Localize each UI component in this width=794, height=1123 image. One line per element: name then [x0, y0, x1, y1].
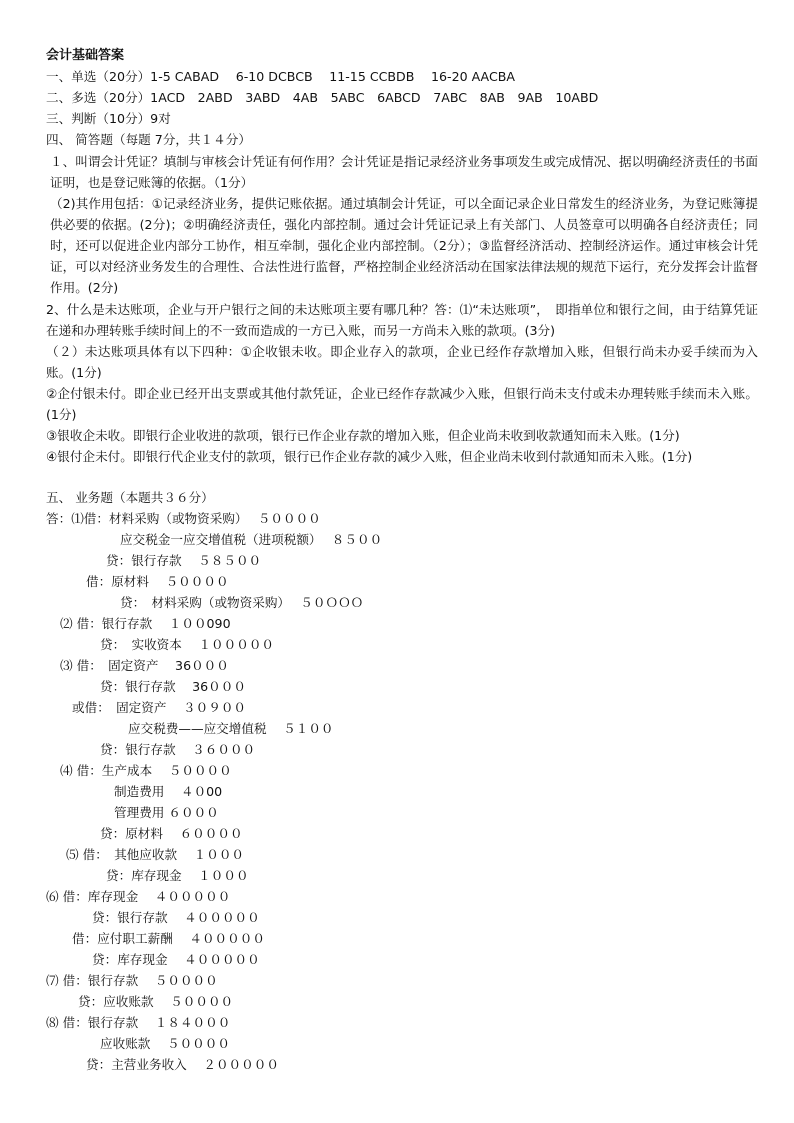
short-q1: １、叫谓会计凭证？填制与审核会计凭证有何作用？会计凭证是指记录经济业务事项发生或完成情况、据以明确经济责任的书面证明，也是登记账簿的依据。（1分） — [50, 154, 758, 190]
journal-line: 借：原材料 ５００００ — [86, 574, 229, 589]
short-q1-functions: （2)其作用包括：①记录经济业务，提供记账依据。通过填制会计凭证，可以全面记录企业日常发生的经济业务，为登记账簿提供必要的依据。(2分)；②明确经济责任，强化内部控制。通过会计凭证记录上有关部门、人员签章可以明确各自经济责任；同时，还可以促进企业内部分工协作，相互牵制，强化企业内部控制。（2分）；③监督经济活动、控制经济运作。通过审核会计凭证，可以对经济业务发生的合理性、合法性进行监督，严格控制企业经济活动在国家法律法规的规范下运行，充分发挥会计监督作用。(2分) — [50, 196, 758, 295]
single-choice-answers: 一、单选（20分）1-5 CABAD 6-10 DCBCB 11-15 CCBDB 16-20 AACBA — [46, 69, 516, 84]
short-q2-type3: ③银收企未收。即银行企业收进的款项，银行已作企业存款的增加入账，但企业尚未收到收款通知而未入账。(1分) — [46, 428, 680, 443]
journal-line: ⑹ 借：库存现金 ４０００００ — [46, 889, 231, 904]
journal-line: 贷： 材料采购（或物资采购） ５０ＯＯＯ — [120, 595, 364, 610]
business-heading: 五、 业务题（本题共３６分） — [46, 490, 214, 505]
journal-line: ⑺ 借：银行存款 ５００００ — [46, 973, 218, 988]
short-q2-types: （２）未达账项具体有以下四种：①企收银未收。即企业存入的款项，企业已经作存款增加入账，但银行尚未办妥手续而为入账。(1分) — [46, 344, 758, 380]
journal-line: 贷：应收账款 ５００００ — [78, 994, 234, 1009]
journal-line: 应交税费——应交增值税 ５１００ — [128, 721, 334, 736]
multi-choice-answers: 二、多选（20分）1ACD 2ABD 3ABD 4AB 5ABC 6ABCD 7ABC 8AB 9AB 10ABD — [46, 90, 599, 105]
journal-line: ⑻ 借：银行存款 １８４０００ — [46, 1015, 231, 1030]
journal-line: 借：应付职工薪酬 ４０００００ — [72, 931, 265, 946]
journal-line: ⑸ 借： 其他应收款 １０００ — [66, 847, 245, 862]
short-answer-heading: 四、 简答题（每题 7分，共１４分） — [46, 132, 251, 147]
journal-line: 或借： 固定资产 ３０９００ — [72, 700, 247, 715]
journal-line: 制造费用 ４０00 — [114, 784, 223, 799]
journal-line: 贷：库存现金 １０００ — [106, 868, 249, 883]
journal-line: 管理费用 ６０００ — [114, 805, 219, 820]
doc-title: 会计基础答案 — [46, 48, 125, 63]
journal-line: 答：⑴借：材料采购（或物资采购） ５００００ — [46, 511, 321, 526]
journal-line: 贷：银行存款 36０００ — [100, 679, 246, 694]
journal-line: 应收账款 ５００００ — [100, 1036, 230, 1051]
journal-line: 贷：库存现金 ４０００００ — [92, 952, 260, 967]
short-q2-type2: ②企付银未付。即企业已经开出支票或其他付款凭证，企业已经作存款减少入账，但银行尚未支付或未办理转账手续而未入账。(1分) — [46, 386, 758, 422]
journal-line: 贷：银行存款 ５８５００ — [106, 553, 262, 568]
journal-line: 贷：原材料 ６００００ — [100, 826, 243, 841]
journal-line: ⑵ 借：银行存款 １００090 — [60, 616, 231, 631]
short-q2-type4: ④银付企未付。即银行代企业支付的款项，银行已作企业存款的减少入账，但企业尚未收到付款通知而未入账。(1分) — [46, 449, 693, 464]
journal-line: 贷：银行存款 ３６０００ — [100, 742, 256, 757]
journal-line: ⑶ 借： 固定资产 36０００ — [60, 658, 229, 673]
journal-line: 贷： 实收资本 １０００００ — [100, 637, 275, 652]
judge-answers: 三、判断（10分）9对 — [46, 111, 171, 126]
journal-line: 应交税金一应交增值税（进项税额） ８５００ — [120, 532, 383, 547]
short-q2: 2、什么是未达账项，企业与开户银行之间的未达账项主要有哪几种？答：⑴“未达账项”， 即指单位和银行之间，由于结算凭证在递和办理转账手续时间上的不一致而造成的一方已入账，而另一方尚未入账的款项。(3分) — [46, 302, 758, 338]
journal-line: 贷：银行存款 ４０００００ — [92, 910, 260, 925]
journal-line: 贷：主营业务收入 ２０００００ — [86, 1057, 279, 1072]
journal-line: ⑷ 借：生产成本 ５００００ — [60, 763, 232, 778]
